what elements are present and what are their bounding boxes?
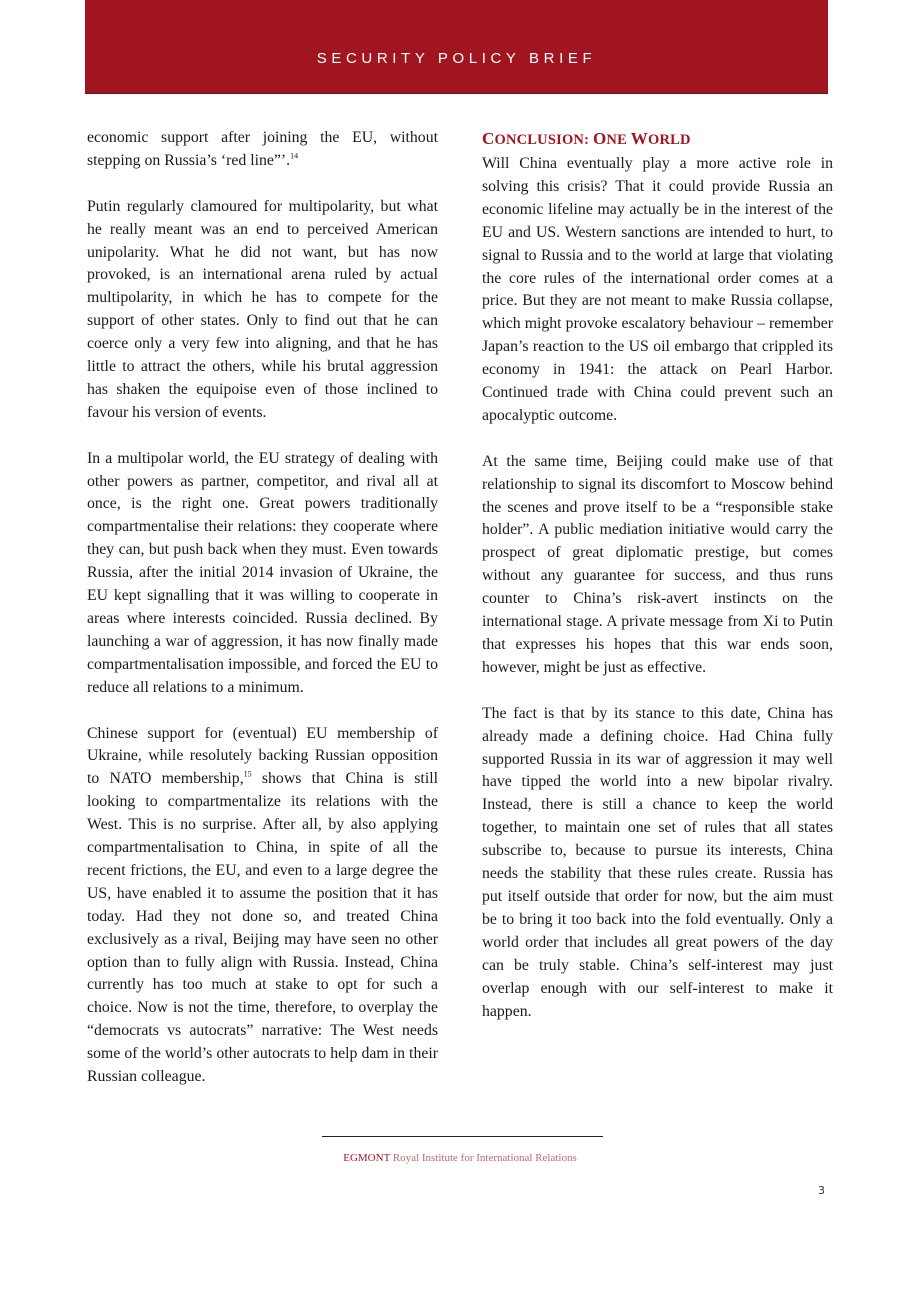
- paragraph: Putin regularly clamoured for multipolarity, but what he really meant was an end to perceived American unipolarity. What he did not want, but has now provoked, is an international arena ruled by actual multipolarity, in which he has to compete for the support of other states. Only to find out that he can coerce only a very few into aligning, and that he has little to attract the others, while his brutal aggression has shaken the equipoise even of those inclined to favour his version of events.: [87, 197, 438, 421]
- paragraph: economic support after joining the EU, without stepping on Russia’s ‘red line”’.$^{14}$: [87, 129, 438, 169]
- footnote-ref[interactable]: 15: [243, 770, 252, 780]
- egmont-brand: EGMONT: [343, 1152, 391, 1164]
- right-column: [482, 128, 833, 1046]
- header-title: SECURITY POLICY BRIEF: [316, 50, 597, 67]
- paragraph: The fact is that by its stance to this date, China has already made a defining choice. Had China fully supported Russia in its war of aggression it may well have tipped the world into a new bipolar rivalry. Instead, there is still a chance to keep the world together, to maintain one set of rules that all states subscribe to, because to pursue its interests, China needs the stability that these rules create. Russia has put itself outside that order for now, but the aim must be to bring it too back into the fold eventually. Only a world order that includes all great powers of the day can be truly stable. China’s self-interest may just overlap enough with our self-interest to make it happen.: [482, 704, 833, 1020]
- footer-organization: EGMONT Royal Institute for International Relations: [343, 1152, 577, 1164]
- page-number: 3: [818, 1184, 825, 1197]
- left-column: [87, 127, 438, 1112]
- paragraph: Chinese support for (eventual) EU membership of Ukraine, while resolutely backing Russian opposition to NATO membership,$^{15}$ shows that China is still looking to compartmentalize its relations with the West. This is no surprise. After all, by also applying compartmentalisation to China, in spite of all the recent frictions, the EU, and even to a large degree the US, have enabled it to assume the position that it has today. Had they not done so, and treated China exclusively as a rival, Beijing may have seen no other option than to fully align with Russia. Instead, China currently has too much at stake to opt for such a choice. Now is not the time, therefore, to overplay the “democrats vs autocrats” narrative: The West needs some of the world’s other autocrats to help dam in their Russian colleague.: [87, 724, 438, 1086]
- paragraph: At the same time, Beijing could make use of that relationship to signal its discomfort to Moscow behind the scenes and prove itself to be a “responsible stake holder”. A public mediation initiative would carry the prospect of great diplomatic prestige, but comes without any guarantee for success, and thus runs counter to China’s risk-avert instincts on the international stage. A private message from Xi to Putin that expresses his hopes that this war ends soon, however, might be just as effective.: [482, 452, 833, 676]
- header-band: [85, 0, 828, 94]
- footer-rule: [322, 1136, 603, 1137]
- paragraph: In a multipolar world, the EU strategy of dealing with other powers as partner, competitor, and rival all at once, is the right one. Great powers traditionally compartmentalise their relations: they cooperate where they can, but push back when they must. Even towards Russia, after the initial 2014 invasion of Ukraine, the EU kept signalling that it was willing to cooperate in areas where interests coincided. Russia declined. By launching a war of aggression, it has now finally made compartmentalisation impossible, and forced the EU to reduce all relations to a minimum.: [87, 449, 438, 696]
- footnote-ref[interactable]: 14: [290, 151, 299, 161]
- paragraph: Will China eventually play a more active role in solving this crisis? That it could provide Russia an economic lifeline may actually be in the interest of the EU and US. Western sanctions are intended to hurt, to signal to Russia and to the world at large that violating the core rules of the international order comes at a price. But they are not meant to make Russia collapse, which might provoke escalatory behaviour – remember Japan’s reaction to the US oil embargo that crippled its economy in 1941: the attack on Pearl Harbor. Continued trade with China could prevent such an apocalyptic outcome.: [482, 155, 833, 424]
- section-heading: CONCLUSION: ONE WORLD: [482, 129, 691, 148]
